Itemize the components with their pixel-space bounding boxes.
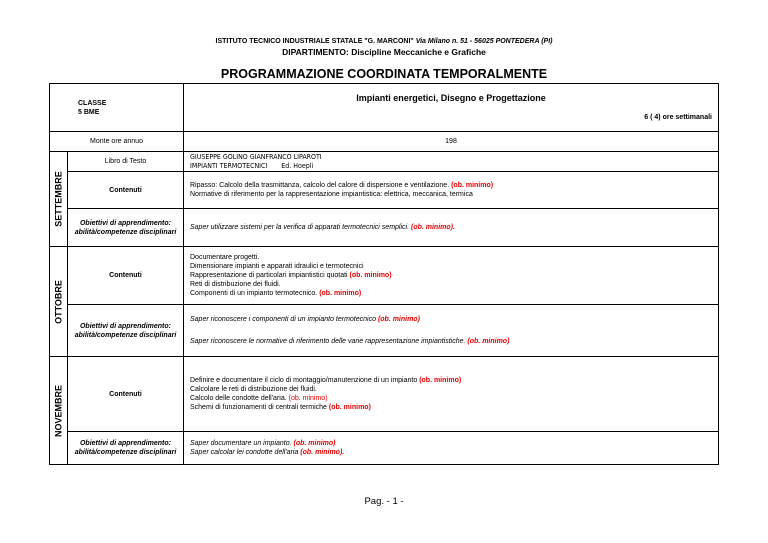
contenuti-label: Contenuti bbox=[68, 172, 184, 209]
book-info bbox=[184, 152, 719, 172]
weekly-hours: 6 ( 4) ore settimanali bbox=[644, 113, 712, 121]
novembre-contenuti-row bbox=[50, 357, 719, 432]
contenuti-label: Contenuti bbox=[68, 357, 184, 432]
class-name: 5 BME bbox=[78, 108, 100, 116]
novembre-obiettivi: Saper documentare un impianto. (ob. minimo) Saper calcolar lei condotte dell'aria (ob. minimo). bbox=[184, 432, 719, 465]
obiettivi-label: Obiettivi di apprendimento: abilità/competenze disciplinari bbox=[68, 209, 184, 247]
settembre-obiettivi: Saper utilizzare sistemi per la verifica di apparati termotecnici semplici. (ob. minimo). bbox=[184, 209, 719, 247]
novembre-contenuti: Definire e documentare il ciclo di montaggio/manutenzione di un impianto (ob. minimo) Calcolare le reti di distribuzione dei fluidi. Calcolo delle condotte dell'aria. (ob. minimo) Schemi di funzionamenti di centrali termiche (ob. minimo) bbox=[184, 357, 719, 432]
settembre-obiettivi-row bbox=[50, 209, 719, 247]
page-title: PROGRAMMAZIONE COORDINATA TEMPORALMENTE bbox=[220, 67, 548, 81]
monte-ore-label: Monte ore annuo bbox=[50, 132, 184, 152]
contenuti-label: Contenuti bbox=[68, 247, 184, 305]
book-authors: GIUSEPPE GOLINO GIANFRANCO LIPAROTI bbox=[190, 152, 322, 161]
libro-label: Libro di Testo bbox=[68, 152, 184, 172]
month-novembre: NOVEMBRE bbox=[50, 357, 68, 465]
subject-cell bbox=[184, 84, 719, 132]
page-number: Pag. - 1 - bbox=[364, 496, 404, 507]
class-row bbox=[50, 84, 719, 132]
ottobre-obiettivi-row bbox=[50, 305, 719, 357]
programme-table bbox=[49, 83, 719, 465]
book-publisher: Ed. Hoepli bbox=[281, 161, 314, 170]
monte-ore-value: 198 bbox=[184, 132, 719, 152]
class-cell bbox=[50, 84, 184, 132]
subject-title: Impianti energetici, Disegno e Progettazione bbox=[356, 92, 546, 103]
department-header: DIPARTIMENTO: Discipline Meccaniche e Grafiche bbox=[282, 47, 486, 57]
obiettivi-label: Obiettivi di apprendimento: abilità/competenze disciplinari bbox=[68, 432, 184, 465]
month-settembre: SETTEMBRE bbox=[50, 152, 68, 247]
book-title: IMPIANTI TERMOTECNICI bbox=[190, 161, 268, 170]
obiettivi-label: Obiettivi di apprendimento: abilità/competenze disciplinari bbox=[68, 305, 184, 357]
ottobre-contenuti-row bbox=[50, 247, 719, 305]
novembre-obiettivi-row bbox=[50, 432, 719, 465]
ottobre-contenuti: Documentare progetti. Dimensionare impianti e apparati idraulici e termotecnici Rappresentazione di particolari impiantistici quotati (ob. minimo) Reti di distribuzione dei fluidi. Componenti di un impianto termotecnico. (ob. minimo) bbox=[184, 247, 719, 305]
settembre-contenuti: Ripasso: Calcolo della trasmittanza, calcolo del calore di dispersione e ventilazione. (ob. minimo) Normative di riferimento per la rappresentazione impiantistica: elettrica, meccanica, termica bbox=[184, 172, 719, 209]
school-header: ISTITUTO TECNICO INDUSTRIALE STATALE "G. MARCONI" Via Milano n. 51 - 56025 PONTEDERA (PI) bbox=[215, 38, 553, 45]
monte-ore-row bbox=[50, 132, 719, 152]
settembre-contenuti-row bbox=[50, 172, 719, 209]
libro-row bbox=[50, 152, 719, 172]
class-label: CLASSE bbox=[78, 99, 107, 107]
month-ottobre: OTTOBRE bbox=[50, 247, 68, 357]
ottobre-obiettivi: Saper riconoscere i componenti di un impianto termotecnico (ob. minimo) Saper riconoscere le normative di riferimento delle varie rappresentazione impiantistiche. (ob. minimo) bbox=[184, 305, 719, 357]
